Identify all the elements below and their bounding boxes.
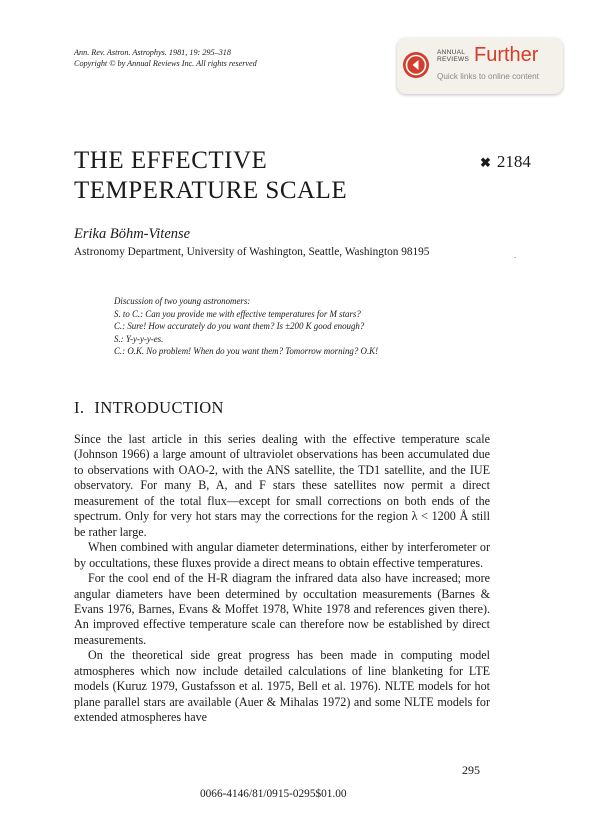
page-number: 295 <box>462 763 480 777</box>
epigraph-line: Discussion of two young astronomers: <box>114 296 251 306</box>
stray-mark: . <box>514 250 517 260</box>
paragraph: On the theoretical side great progress has been made in computing model atmospheres which now include detailed calculations of line blanketing for LTE models (Kuruz 1979, Gustafsson et al. 1975, Bell et al. 1976). NLTE models for hot plane parallel stars are available (Auer & Mihalas 1972) and some NLTE models for extended atmospheres have <box>74 648 490 725</box>
epigraph-line: S.: Y-y-y-y-es. <box>114 333 164 344</box>
paragraph: When combined with angular diameter determinations, either by interferometer or by occultations, these fluxes provide a direct means to obtain effective temperatures. <box>74 540 490 570</box>
reviews-label: REVIEWS <box>437 56 470 63</box>
paragraph: For the cool end of the H-R diagram the infrared data also have increased; more angular diameters have been determined by occultation measurements (Barnes & Evans 1976, Barnes, Evans & Moffet 1978, White 1978 and references given there). An improved effective temperature scale can therefore now be established by direct measurements. <box>74 571 490 647</box>
annual-reviews-logo <box>437 49 469 63</box>
body-text <box>74 432 490 726</box>
section-number: I. <box>74 398 85 417</box>
title-line: THE EFFECTIVE <box>74 147 268 174</box>
journal-citation-line: Ann. Rev. Astron. Astrophys. 1981, 19: 295–318 <box>74 48 231 57</box>
reference-number <box>480 152 531 172</box>
journal-citation <box>74 47 257 69</box>
back-arrow-icon <box>403 52 429 78</box>
cross-mark-icon: ✖ <box>480 155 491 170</box>
article-title <box>74 146 347 206</box>
section-heading <box>74 398 224 418</box>
paragraph: Since the last article in this series dealing with the effective temperature scale (Johnson 1966) a large amount of ultraviolet observations has been accumulated due to observations with OAO-2, with the ANS satellite, the TD1 satellite, and the IUE observatory. For many B, A, and F stars these satellites now permit a direct measurement of the total flux—except for small corrections on both ends of the spectrum. Only for very hot stars may the corrections for the region λ < 1200 Å still be rather large. <box>74 432 490 539</box>
annual-label: ANNUAL <box>437 49 466 56</box>
further-label: Further <box>474 44 539 66</box>
footer-code: 0066-4146/81/0915-0295$01.00 <box>200 788 347 800</box>
reference-number-value: 2184 <box>496 152 531 171</box>
epigraph-line: C.: Sure! How accurately do you want them? Is ±200 K good enough? <box>114 321 365 332</box>
author-affiliation: Astronomy Department, University of Washington, Seattle, Washington 98195 <box>74 246 430 258</box>
author-name: Erika Böhm-Vitense <box>74 226 191 242</box>
quick-links-label: Quick links to online content <box>437 72 539 81</box>
copyright-line: Copyright © by Annual Reviews Inc. All rights reserved <box>74 59 257 68</box>
epigraph-line: S. to C.: Can you provide me with effective temperatures for M stars? <box>114 308 361 319</box>
further-badge[interactable] <box>397 38 563 94</box>
title-line: TEMPERATURE SCALE <box>74 177 348 204</box>
epigraph <box>114 295 378 358</box>
epigraph-line: C.: O.K. No problem! When do you want them? Tomorrow morning? O.K! <box>114 346 379 357</box>
section-title: INTRODUCTION <box>94 398 224 417</box>
